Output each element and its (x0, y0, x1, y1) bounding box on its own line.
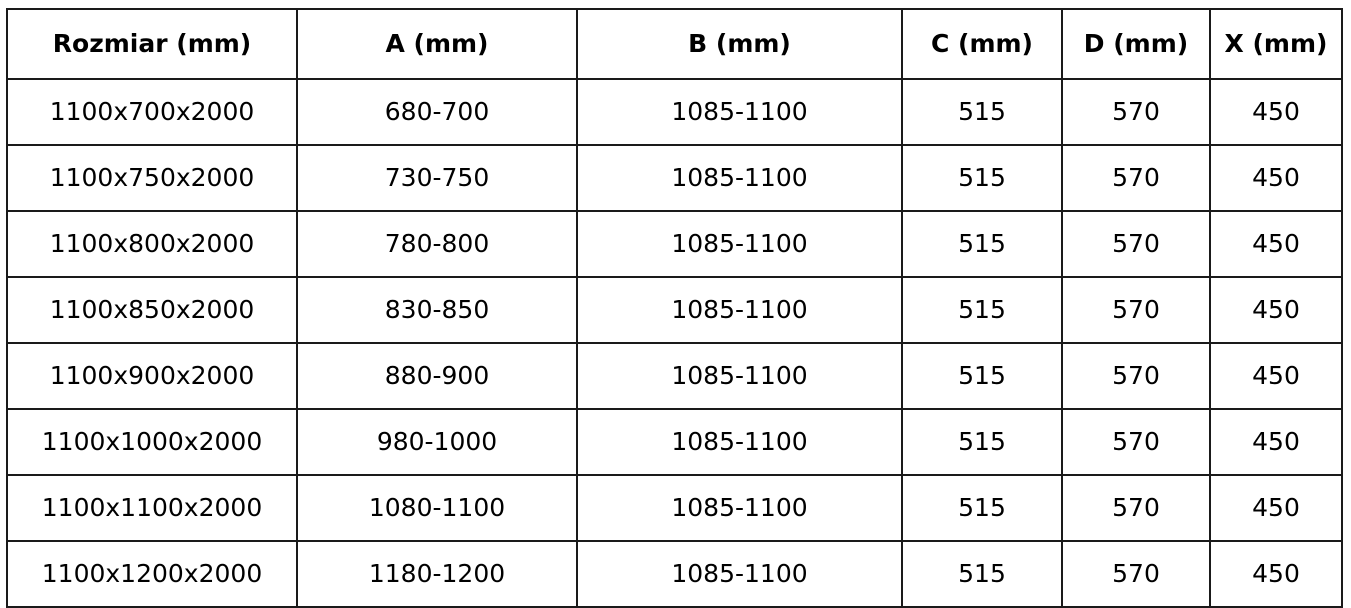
cell-c: 515 (902, 475, 1062, 541)
cell-b: 1085-1100 (577, 211, 902, 277)
cell-c: 515 (902, 277, 1062, 343)
cell-rozmiar: 1100x900x2000 (7, 343, 297, 409)
cell-x: 450 (1210, 343, 1342, 409)
table-row (7, 409, 1342, 475)
table-header (7, 9, 1342, 79)
table-row (7, 145, 1342, 211)
column-header-x: X (mm) (1210, 9, 1342, 79)
cell-c: 515 (902, 409, 1062, 475)
cell-d: 570 (1062, 475, 1210, 541)
cell-b: 1085-1100 (577, 277, 902, 343)
cell-c: 515 (902, 541, 1062, 607)
column-header-c: C (mm) (902, 9, 1062, 79)
cell-x: 450 (1210, 277, 1342, 343)
table-row (7, 475, 1342, 541)
cell-c: 515 (902, 145, 1062, 211)
cell-d: 570 (1062, 145, 1210, 211)
cell-a: 830-850 (297, 277, 577, 343)
cell-rozmiar: 1100x800x2000 (7, 211, 297, 277)
cell-a: 880-900 (297, 343, 577, 409)
cell-x: 450 (1210, 145, 1342, 211)
cell-b: 1085-1100 (577, 145, 902, 211)
cell-b: 1085-1100 (577, 475, 902, 541)
cell-rozmiar: 1100x1000x2000 (7, 409, 297, 475)
cell-x: 450 (1210, 79, 1342, 145)
cell-d: 570 (1062, 409, 1210, 475)
cell-rozmiar: 1100x1100x2000 (7, 475, 297, 541)
cell-x: 450 (1210, 211, 1342, 277)
table-body (7, 79, 1342, 607)
cell-rozmiar: 1100x850x2000 (7, 277, 297, 343)
column-header-rozmiar: Rozmiar (mm) (7, 9, 297, 79)
cell-x: 450 (1210, 475, 1342, 541)
cell-a: 1080-1100 (297, 475, 577, 541)
table-row (7, 79, 1342, 145)
cell-d: 570 (1062, 211, 1210, 277)
cell-x: 450 (1210, 541, 1342, 607)
cell-rozmiar: 1100x1200x2000 (7, 541, 297, 607)
cell-x: 450 (1210, 409, 1342, 475)
cell-c: 515 (902, 343, 1062, 409)
cell-b: 1085-1100 (577, 343, 902, 409)
cell-a: 1180-1200 (297, 541, 577, 607)
cell-rozmiar: 1100x750x2000 (7, 145, 297, 211)
cell-a: 980-1000 (297, 409, 577, 475)
cell-d: 570 (1062, 79, 1210, 145)
table-row (7, 343, 1342, 409)
cell-b: 1085-1100 (577, 79, 902, 145)
cell-d: 570 (1062, 277, 1210, 343)
cell-b: 1085-1100 (577, 541, 902, 607)
cell-b: 1085-1100 (577, 409, 902, 475)
table-header-row (7, 9, 1342, 79)
table-row (7, 277, 1342, 343)
cell-d: 570 (1062, 541, 1210, 607)
cell-a: 730-750 (297, 145, 577, 211)
cell-c: 515 (902, 211, 1062, 277)
table-row (7, 211, 1342, 277)
cell-d: 570 (1062, 343, 1210, 409)
dimensions-table (6, 8, 1343, 608)
cell-a: 780-800 (297, 211, 577, 277)
cell-rozmiar: 1100x700x2000 (7, 79, 297, 145)
column-header-d: D (mm) (1062, 9, 1210, 79)
column-header-b: B (mm) (577, 9, 902, 79)
table-row (7, 541, 1342, 607)
cell-c: 515 (902, 79, 1062, 145)
cell-a: 680-700 (297, 79, 577, 145)
column-header-a: A (mm) (297, 9, 577, 79)
